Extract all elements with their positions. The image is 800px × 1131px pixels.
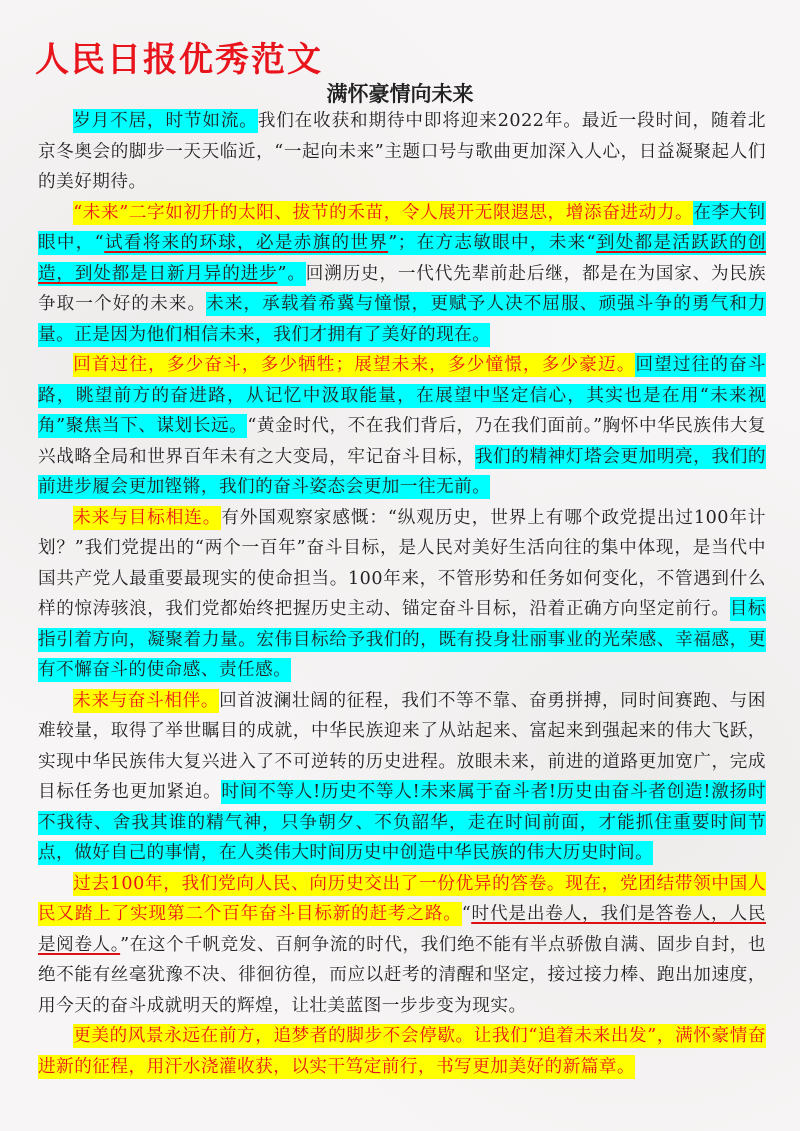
article-body: [38, 106, 766, 1082]
paragraph-2: [38, 198, 766, 351]
body-text: 回溯历史，一代代先辈前赴后继，都是在为国家、为民族争取一个好的未来。: [38, 263, 766, 314]
site-title: 人民日报优秀范文: [35, 40, 323, 80]
quote-text: ”；在方志敏眼中，未来“: [388, 233, 597, 253]
highlight-yellow: 回首过往，多少奋斗，多少牺牲；展望未来，多少憧憬，多少豪迈。: [73, 355, 636, 375]
body-text: “黄金时代，不在我们背后，乃在我们面前。”胸怀中华民族伟大复兴战略全局和世界百年未有之大变局，牢记奋斗目标，: [38, 416, 766, 467]
quote-text: 在李大钊眼中，“: [38, 202, 766, 253]
underlined-quote: 到处都是活跃跃的创造，到处都是日新月异的进步: [38, 233, 766, 284]
highlight-yellow: “未来”二字如初升的太阳、拔节的禾苗，令人展开无限遐思，增添奋进动力。: [73, 202, 694, 223]
underlined-quote: 时代是出卷人，我们是答卷人，人民是阅卷人。: [38, 904, 766, 955]
paragraph-4: [38, 503, 766, 686]
article-title: 满怀豪情向未来: [326, 81, 474, 106]
paragraph-1: [38, 106, 766, 198]
highlight-yellow: 过去100年，我们党向人民、向历史交出了一份优异的答卷。现在，党团结带领中国人民又踏上了实现第二个百年奋斗目标新的赶考之路。: [38, 873, 766, 924]
paragraph-5: [38, 686, 766, 869]
paragraph-6: [38, 869, 766, 1022]
highlight-cyan: 时间不等人!历史不等人!未来属于奋斗者!历史由奋斗者创造!激扬时不我待、舍我其谁的精气神，只争朝夕、不负韶华，走在时间前面，才能抓住重要时间节点，做好自己的事情，在人类伟大时间历史中创造中华民族的伟大历史时间。: [38, 782, 766, 863]
highlight-cyan: 未来，承载着希冀与憧憬，更赋予人决不屈服、顽强斗争的勇气和力量。正是因为他们相信未来，我们才拥有了美好的现在。: [38, 294, 766, 345]
body-text: ”在这个千帆竞发、百舸争流的时代，我们绝不能有半点骄傲自满、固步自封，也绝不能有丝毫犹豫不决、徘徊彷徨，而应以赶考的清醒和坚定，接过接力棒、跑出加速度，用今天的奋斗成就明天的辉煌，让壮美蓝图一步步变为现实。: [38, 934, 767, 1016]
body-text: 回首波澜壮阔的征程，我们不等不靠、奋勇拼搏，同时间赛跑、与困难较量，取得了举世瞩目的成就，中华民族迎来了从站起来、富起来到强起来的伟大飞跃，实现中华民族伟大复兴进入了不可逆转的历史进程。放眼未来，前进的道路更加宽广，完成目标任务也更加紧迫。: [38, 690, 766, 802]
highlight-yellow: 未来与奋斗相伴。: [73, 690, 220, 711]
paragraph-3: [38, 350, 766, 503]
body-text: 我们在收获和期待中即将迎来2022年。最近一段时间，随着北京冬奥会的脚步一天天临近，“一起向未来”主题口号与歌曲更加深入人心，日益凝聚起人们的美好期待。: [38, 111, 766, 192]
underlined-quote: 试看将来的环球，必是赤旗的世界: [104, 233, 389, 253]
body-text: 有外国观察家感慨：“纵观历史，世界上有哪个政党提出过100年计划？”我们党提出的“两个一百年”奋斗目标，是人民对美好生活向往的集中体现，是当代中国共产党人最重要最现实的使命担当。100年来，不管形势和任务如何变化，不管遇到什么样的惊涛骇浪，我们党都始终把握历史主动、锚定奋斗目标，沿着正确方向坚定前行。: [38, 507, 766, 619]
highlight-yellow: 未来与目标相连。: [73, 507, 222, 528]
highlight-cyan: 岁月不居，时节如流。: [73, 111, 258, 131]
paragraph-7: [38, 1021, 766, 1082]
quote-text: ”。: [277, 263, 306, 284]
highlight-cyan: 我们的精神灯塔会更加明亮，我们的前进步履会更加铿锵，我们的奋斗姿态会更加一往无前。: [38, 446, 766, 497]
highlight-cyan: 目标指引着方向，凝聚着力量。宏伟目标给予我们的，既有投身壮丽事业的光荣感、幸福感，更有不懈奋斗的使命感、责任感。: [38, 599, 766, 680]
highlight-cyan: 回望过往的奋斗路，眺望前方的奋进路，从记忆中汲取能量，在展望中坚定信心，其实也是在用“未来视角”聚焦当下、谋划长远。: [38, 355, 766, 436]
highlight-yellow: 更美的风景永远在前方，追梦者的脚步不会停歇。让我们“追着未来出发”，满怀豪情奋进新的征程，用汗水浇灌收获，以实干笃定前行，书写更加美好的新篇章。: [38, 1026, 766, 1077]
body-text: “: [461, 904, 472, 924]
